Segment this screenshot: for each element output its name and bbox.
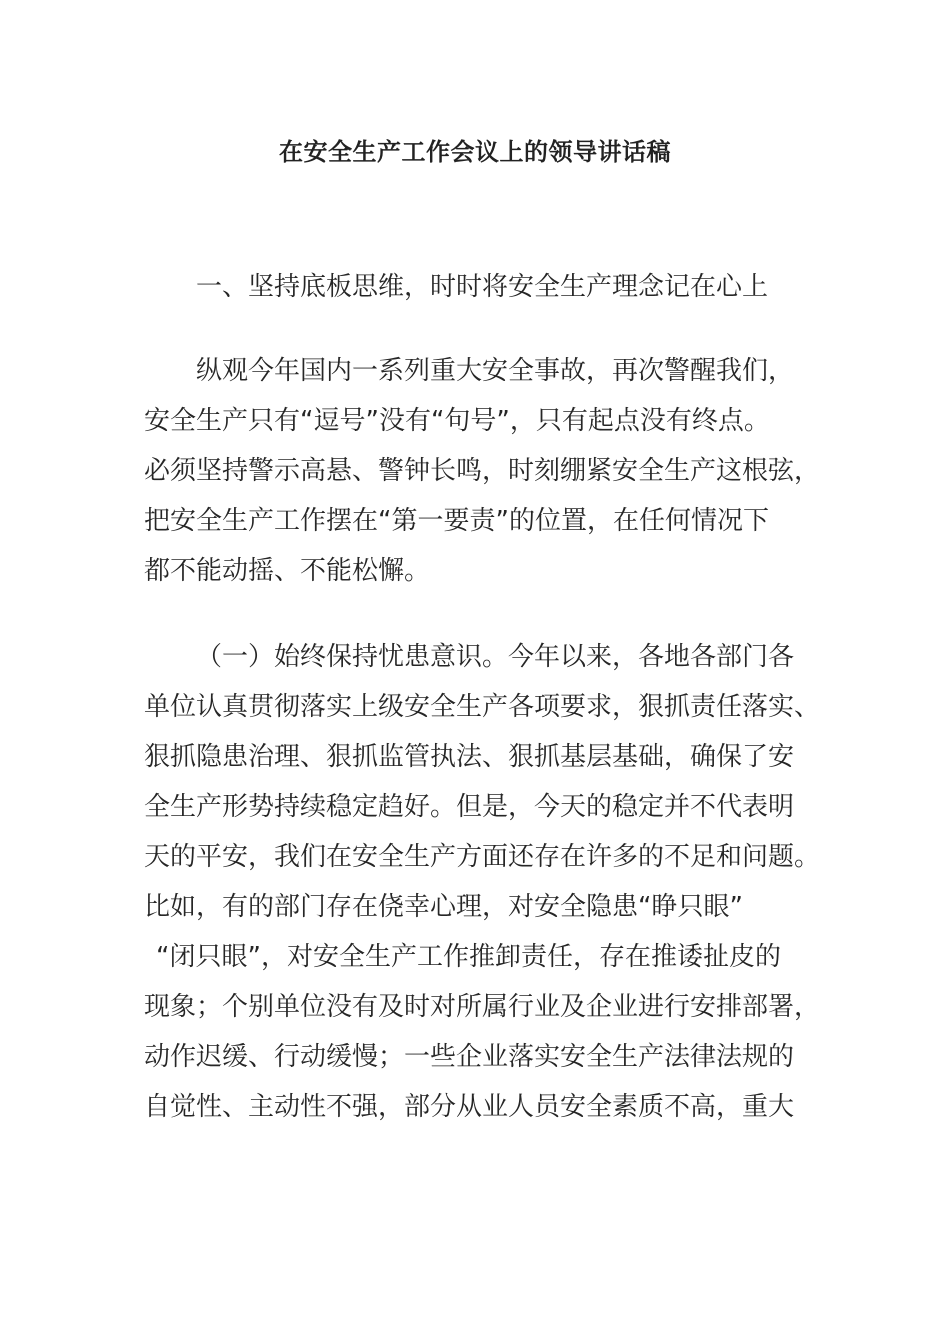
paragraph-line: 纵观今年国内一系列重大安全事故，再次警醒我们，	[196, 356, 795, 386]
paragraph-line: 把安全生产工作摆在“第一要责”的位置，在任何情况下	[144, 506, 769, 536]
paragraph-line: 必须坚持警示高悬、警钟长鸣，时刻绷紧安全生产这根弦，	[144, 456, 821, 486]
paragraph-2	[144, 632, 824, 1132]
paragraph-line: 狠抓隐患治理、狠抓监管执法、狠抓基层基础，确保了安	[144, 742, 795, 772]
paragraph-line: 单位认真贯彻落实上级安全生产各项要求，狠抓责任落实、	[144, 692, 821, 722]
paragraph-line: 都不能动摇、不能松懈。	[144, 556, 431, 586]
paragraph-line: 现象；个别单位没有及时对所属行业及企业进行安排部署，	[144, 992, 821, 1022]
paragraph-line: 动作迟缓、行动缓慢；一些企业落实安全生产法律法规的	[144, 1042, 795, 1072]
paragraph-1	[144, 346, 824, 596]
paragraph-line: 天的平安，我们在安全生产方面还存在许多的不足和问题。	[144, 842, 821, 872]
paragraph-line: 自觉性、主动性不强，部分从业人员安全素质不高，重大	[144, 1092, 795, 1122]
paragraph-line: 比如，有的部门存在侥幸心理，对安全隐患“睁只眼”	[144, 892, 743, 922]
section-heading-block	[144, 262, 824, 312]
section-heading: 一、坚持底板思维，时时将安全生产理念记在心上	[196, 272, 769, 302]
paragraph-line: “闭只眼”，对安全生产工作推卸责任，存在推诿扯皮的	[156, 942, 781, 972]
paragraph-line: （一）始终保持忧患意识。今年以来，各地各部门各	[196, 642, 795, 672]
document-title: 在安全生产工作会议上的领导讲话稿	[279, 138, 671, 166]
paragraph-line: 安全生产只有“逗号”没有“句号”，只有起点没有终点。	[144, 406, 770, 436]
paragraph-line: 全生产形势持续稳定趋好。但是，今天的稳定并不代表明	[144, 792, 795, 822]
